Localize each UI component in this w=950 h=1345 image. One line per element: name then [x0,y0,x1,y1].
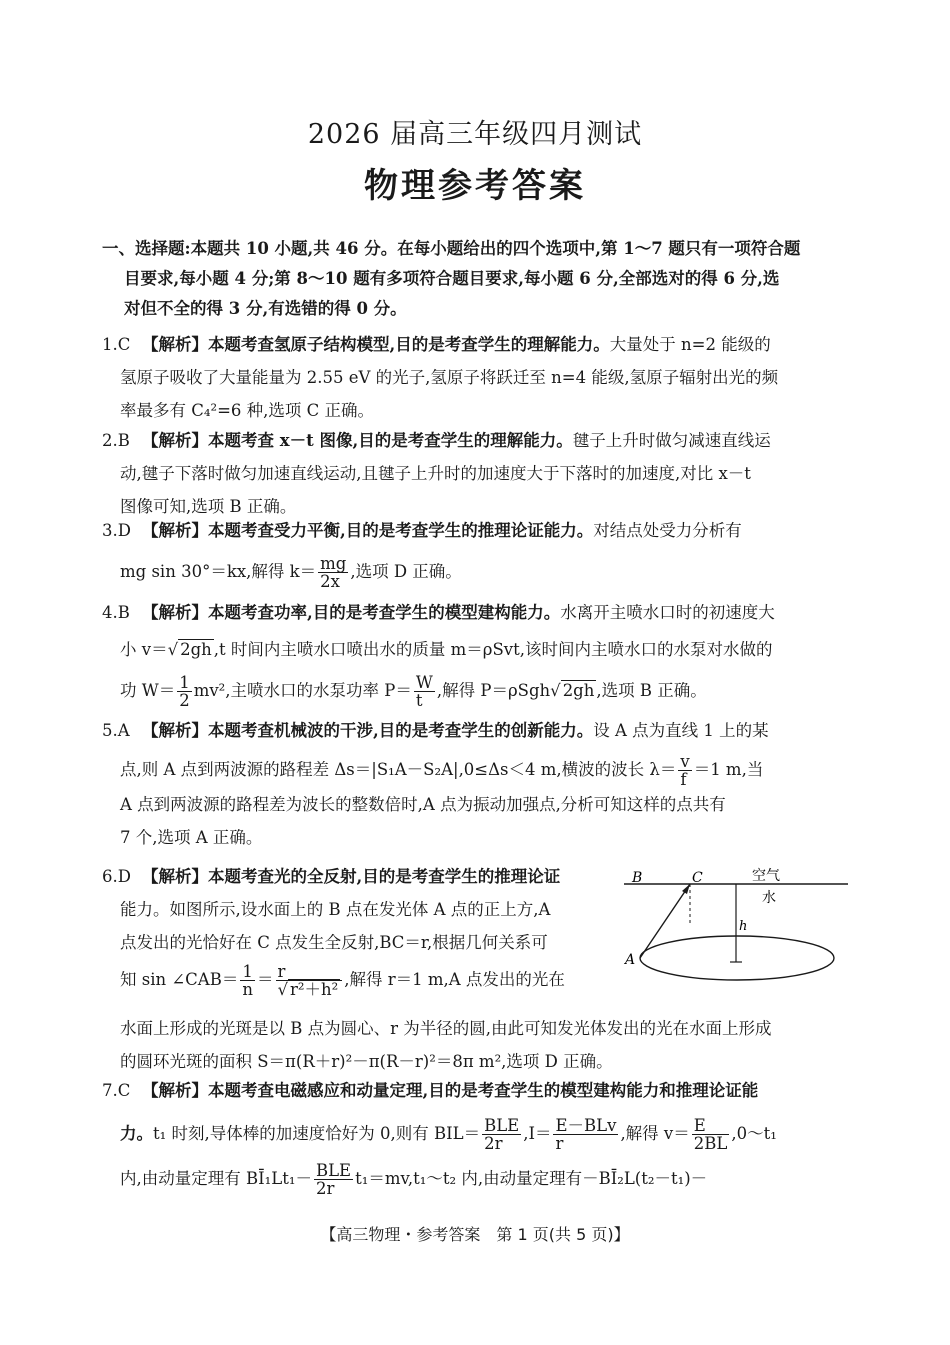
q1-head: 【解析】本题考查氢原子结构模型,目的是考查学生的理解能力。 [142,335,610,354]
q6-text-cont: 水面上形成的光斑是以 B 点为圆心、r 为半径的圆,由此可知发光体发出的光在水面上形成 的圆环光斑的面积 S＝π(R＋r)²－π(R－r)²＝8π m²,选项 D 正确。 [120,1019,772,1071]
q5-answer: A [117,721,130,740]
section-line-1: 一、选择题:本题共 10 小题,共 46 分。在每小题给出的四个选项中,第 1～7 题只有一项符合题 [102,239,801,258]
q4-number: 4.B [102,603,130,622]
q2-number: 2.B [102,431,130,450]
q1-text: 【解析】本题考查氢原子结构模型,目的是考查学生的理解能力。大量处于 n=2 能级的 氢原子吸收了大量能量为 2.55 eV 的光子,氢原子将跃迁至 n=4 能级,氢原子辐射出光的频 率最多有 C₄²=6 种,选项 C 正确。 [120,335,779,420]
q2-head: 【解析】本题考查 x－t 图像,目的是考查学生的理解能力。 [142,431,573,450]
page-footer: 【高三物理・参考答案 第 1 页(共 5 页)】 [320,1225,630,1244]
q2-answer: B [117,431,130,450]
section-line-2: 目要求,每小题 4 分;第 8～10 题有多项符合题目要求,每小题 6 分,全部选对的得 6 分,选 [124,269,780,288]
q3-text: 【解析】本题考查受力平衡,目的是考查学生的推理论证能力。对结点处受力分析有 mg sin 30°＝kx,解得 k＝ $\frac{mg}{2x}$ ,选项 D 正确。 [120,521,742,591]
section-instructions [102,234,850,324]
q6-text: 【解析】本题考查光的全反射,目的是考查学生的推理论证 能力。如图所示,设水面上的 B 点在发光体 A 点的正上方,A 点发出的光恰好在 C 点发生全反射,BC＝r,根据几何关系可 知 sin ∠CAB＝ $\frac{1}{n}$ ＝ $\frac{r}{\text{√ r²＋h²}}$ ,解得 r＝1 m,A 点发出的光在 [120,867,565,999]
q3-number: 3.D [102,521,131,540]
label-c: C [692,870,703,886]
q4-answer: B [117,603,130,622]
label-air: 空气 [752,868,780,884]
q3-fraction: $\frac{mg}{2x}$ [320,554,347,591]
light-ray [640,884,690,958]
q2-text: 【解析】本题考查 x－t 图像,目的是考查学生的理解能力。毽子上升时做匀减速直线运 动,毽子下落时做匀加速直线运动,且毽子上升时的加速度大于下落时的加速度,对比 x－t 图像可知,选项 B 正确。 [120,431,771,516]
label-b: B [632,870,643,886]
label-a: A [625,952,636,968]
refraction-figure [622,866,852,986]
ray-arrowhead [682,884,690,894]
q7-number: 7.C [102,1081,131,1100]
light-source-disk [640,936,834,980]
q5-text: 【解析】本题考查机械波的干涉,目的是考查学生的创新能力。设 A 点为直线 1 上的某 点,则 A 点到两波源的路程差 Δs＝|S₁A－S₂A|,0≤Δs＜4 m,横波的波长 λ＝ $\frac{v}{f}$ ＝1 m,当 A 点到两波源的路程差为波长的整数倍时,A 点为振动加强点,分析可知这样的点共有 7 个,选项 A 正确。 [120,721,769,847]
q7-answer: C [117,1081,131,1100]
q5-number: 5.A [102,721,130,740]
q3-answer: D [117,521,131,540]
exam-title: 2026 届高三年级四月测试 [307,119,643,150]
q6-answer: D [117,867,131,886]
q1-number: 1.C [102,335,131,354]
q4-text: 【解析】本题考查功率,目的是考查学生的模型建构能力。水离开主喷水口时的初速度大 小 v＝√ 2gh ,t 时间内主喷水口喷出水的质量 m＝ρSvt,该时间内主喷水口的水泵对水做的 功 W＝ $\frac{1}{2}$ mv²,主喷水口的水泵功率 P＝ $\frac{W}{t}$ ,解得 P＝ρSgh√ 2gh ,选项 B 正确。 [120,603,775,710]
exam-subtitle: 物理参考答案 [364,166,586,206]
section-line-3: 对但不全的得 3 分,有选错的得 0 分。 [124,299,407,318]
q7-text: 【解析】本题考查电磁感应和动量定理,目的是考查学生的模型建构能力和推理论证能 力。t₁ 时刻,导体棒的加速度恰好为 0,则有 BIL＝ $\frac{\text{BLE}}{2r}$ ,I＝ $\frac{\text{E－BLv}}{r}$ ,解得 v＝ $\frac{E}{2BL}$ ,0～t₁ 内,由动量定理有 BĪ₁Lt₁－ $\frac{\text{BLE}}{2r}$ t₁＝mv,t₁～t₂ 内,由动量定理有－BĪ₂L(t₂－t₁)－ [120,1081,777,1198]
q4-head: 【解析】本题考查功率,目的是考查学生的模型建构能力。 [142,603,561,622]
q5-head: 【解析】本题考查机械波的干涉,目的是考查学生的创新能力。 [142,721,594,740]
q3-head: 【解析】本题考查受力平衡,目的是考查学生的推理论证能力。 [142,521,594,540]
q6-number: 6.D [102,867,131,886]
q1-answer: C [117,335,131,354]
q6-head: 【解析】本题考查光的全反射,目的是考查学生的推理论证 [142,867,561,886]
q7-head: 【解析】本题考查电磁感应和动量定理,目的是考查学生的模型建构能力和推理论证能 [142,1081,759,1100]
label-h: h [739,919,748,934]
label-water: 水 [762,890,776,906]
